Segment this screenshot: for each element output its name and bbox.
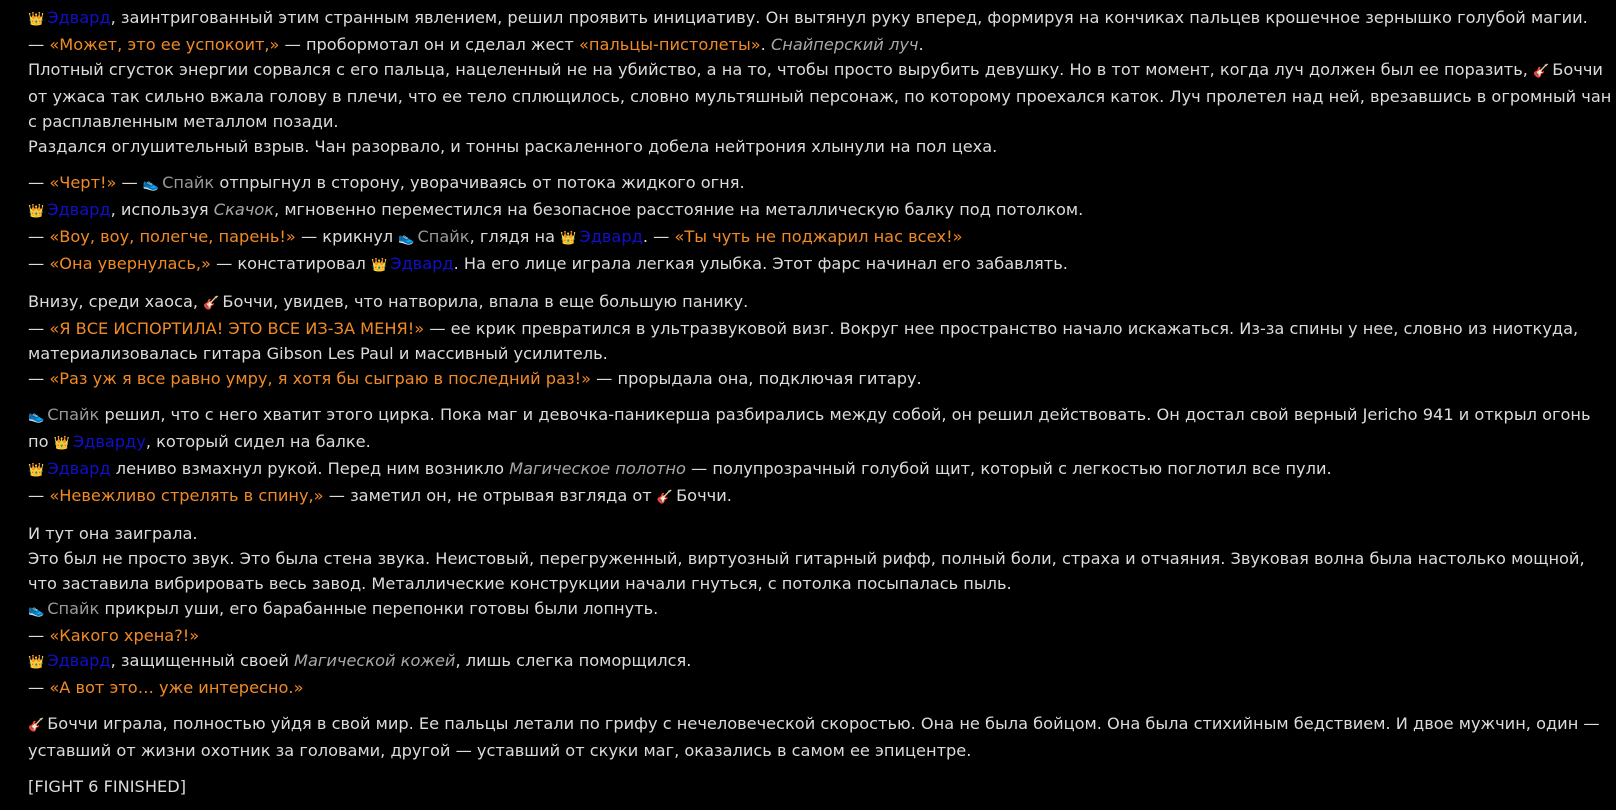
story-line bbox=[28, 675, 1614, 700]
narration-text: . На его лице играла легкая улыбка. Этот фарс начинал его забавлять. bbox=[453, 254, 1068, 273]
narration-text: . — bbox=[642, 227, 675, 246]
narration-text: , глядя на bbox=[469, 227, 561, 246]
narration-text: , лишь слегка поморщился. bbox=[455, 651, 692, 670]
paragraph bbox=[28, 402, 1614, 510]
speech-text: «пальцы-пистолеты» bbox=[578, 35, 761, 54]
speech-text: «Я ВСЕ ИСПОРТИЛА! ЭТО ВСЕ ИЗ-ЗА МЕНЯ!» bbox=[49, 319, 425, 338]
speech-text: «Она увернулась,» bbox=[49, 254, 211, 273]
narration-text: , мгновенно переместился на безопасное расстояние на металлическую балку под потолком. bbox=[274, 200, 1084, 219]
story-line bbox=[28, 366, 1614, 391]
sneaker-icon: 👟 bbox=[142, 177, 160, 192]
story-line bbox=[28, 456, 1614, 483]
story-line bbox=[28, 197, 1614, 224]
dash: — bbox=[28, 486, 50, 505]
story-line bbox=[28, 623, 1614, 648]
character-name-bocchi: Боччи bbox=[222, 292, 274, 311]
story-line: — «Невежливо стрелять в спину,» — заметил он, не отрывая взгляда от 🎸 Боччи. bbox=[28, 486, 732, 505]
narration-text: от ужаса так сильно вжала голову в плечи, что ее тело сплющилось, словно мультяшный персонаж, по которому проехался каток. Луч пролетел над ней, врезавшись в огромный чан с расплавленным металлом позади. bbox=[28, 87, 1612, 131]
skill-name: Снайперский луч bbox=[770, 35, 919, 54]
story-line bbox=[28, 648, 1614, 675]
narration-text: — пробормотал он и сделал жест bbox=[279, 35, 579, 54]
character-name-bocchi: Боччи bbox=[1552, 60, 1603, 79]
speech-text: «Черт!» bbox=[49, 173, 117, 192]
narration-text: Внизу, среди хаоса, bbox=[28, 292, 204, 311]
paragraph bbox=[28, 711, 1614, 763]
crown-icon: 👑 bbox=[371, 258, 388, 273]
story-line bbox=[28, 134, 1614, 159]
narration-text: Раздался оглушительный взрыв. Чан разорвало, и тонны раскаленного добела нейтрония хлынули на пол цеха. bbox=[28, 137, 998, 156]
narration-text: — bbox=[116, 173, 143, 192]
narration-text: — констатировал bbox=[210, 254, 371, 273]
dash: — bbox=[28, 254, 50, 273]
narration-text: , защищенный своей bbox=[110, 651, 294, 670]
paragraph bbox=[28, 170, 1614, 278]
skill-name: Скачок bbox=[213, 200, 275, 219]
narration-text: решил, что с него хватит этого цирка. Пока маг и девочка-паникерша разбирались между собой, он решил действовать. Он достал свой верный Jericho 941 и открыл огонь по bbox=[28, 405, 1591, 451]
paragraph bbox=[28, 289, 1614, 391]
character-name-edward: Эдвард bbox=[579, 227, 643, 246]
crown-icon: 👑 bbox=[28, 463, 45, 478]
story-line bbox=[28, 521, 1614, 546]
fight-status: [FIGHT 6 FINISHED] bbox=[28, 777, 187, 796]
dash: — bbox=[28, 678, 50, 697]
story-line bbox=[28, 711, 1614, 763]
crown-icon: 👑 bbox=[28, 655, 45, 670]
narration-text: — крикнул bbox=[295, 227, 399, 246]
character-name-edward: Эдвард bbox=[47, 651, 111, 670]
narration-text: И тут она заиграла. bbox=[28, 524, 198, 543]
crown-icon: 👑 bbox=[560, 231, 577, 246]
narration-text: — ее крик превратился в ультразвуковой визг. Вокруг нее пространство начало искажаться. Из-за спины у нее, словно из ниоткуда, материализовалась гитара Gibson Les Paul и массивный усилитель. bbox=[28, 319, 1579, 363]
story-line bbox=[28, 316, 1614, 366]
narration-text: — полупрозрачный голубой щит, который с легкостью поглотил все пули. bbox=[685, 459, 1332, 478]
skill-name: Магической кожей bbox=[294, 651, 456, 670]
dash: — bbox=[28, 35, 50, 54]
narration-text: играла, полностью уйдя в свой мир. Ее пальцы летали по грифу с нечеловеческой скоростью. Она не была бойцом. Она была стихийным бедствием. И двое мужчин, один — уставший от жизни охотник за головами, другой — уставший от скуки маг, оказались в самом ее эпицентре. bbox=[28, 714, 1600, 760]
paragraph bbox=[28, 774, 1614, 799]
character-name-spike: Спайк bbox=[417, 227, 470, 246]
character-name-edward: Эдвард bbox=[47, 459, 111, 478]
character-name-edward: Эдвард bbox=[47, 8, 111, 27]
dash: — bbox=[28, 626, 50, 645]
narration-text: отпрыгнул в сторону, уворачиваясь от потока жидкого огня. bbox=[214, 173, 745, 192]
skill-name: Магическое полотно bbox=[509, 459, 686, 478]
dash: — bbox=[28, 319, 50, 338]
crown-icon: 👑 bbox=[28, 12, 45, 27]
speech-text: «Ты чуть не поджарил нас всех!» bbox=[674, 227, 963, 246]
speech-text: «Какого хрена?!» bbox=[49, 626, 200, 645]
speech-text: «Раз уж я все равно умру, я хотя бы сыграю в последний раз!» bbox=[49, 369, 592, 388]
guitar-icon: 🎸 bbox=[656, 490, 674, 505]
narration-text: , который сидел на балке. bbox=[145, 432, 371, 451]
narration-text: , используя bbox=[110, 200, 214, 219]
story-line bbox=[28, 5, 1614, 32]
sneaker-icon: 👟 bbox=[28, 409, 45, 424]
narration-text: Это был не просто звук. Это была стена звука. Неистовый, перегруженный, виртуозный гитарный рифф, полный боли, страха и отчаяния. Звуковая волна была настолько мощной, что заставила вибрировать весь завод. Металлические конструкции начали гнуться, с потолка посыпалась пыль. bbox=[28, 549, 1585, 593]
punctuation: . bbox=[918, 35, 924, 54]
sneaker-icon: 👟 bbox=[28, 603, 45, 618]
story-line bbox=[28, 596, 1614, 623]
paragraph bbox=[28, 521, 1614, 700]
character-name-spike: Спайк bbox=[162, 173, 215, 192]
character-name-bocchi: Боччи bbox=[676, 486, 727, 505]
narration-text: лениво взмахнул рукой. Перед ним возникло bbox=[110, 459, 510, 478]
dash: — bbox=[28, 227, 50, 246]
story-line bbox=[28, 402, 1614, 456]
story-line bbox=[28, 32, 1614, 57]
character-name-bocchi: Боччи bbox=[47, 714, 98, 733]
narration-text: — прорыдала она, подключая гитару. bbox=[591, 369, 922, 388]
narration-text: , заинтригованный этим странным явлением, решил проявить инициативу. Он вытянул руку вперед, формируя на кончиках пальцев крошечное зернышко голубой магии. bbox=[110, 8, 1588, 27]
speech-text: «А вот это… уже интересно.» bbox=[49, 678, 304, 697]
punctuation: . bbox=[760, 35, 771, 54]
speech-text: «Невежливо стрелять в спину,» bbox=[49, 486, 324, 505]
chat-story-text bbox=[28, 5, 1614, 810]
story-line bbox=[28, 251, 1614, 278]
narration-text: прикрыл уши, его барабанные перепонки готовы были лопнуть. bbox=[99, 599, 659, 618]
story-line bbox=[28, 224, 1614, 251]
story-line bbox=[28, 289, 1614, 316]
guitar-icon: 🎸 bbox=[203, 296, 220, 311]
story-line bbox=[28, 546, 1614, 596]
narration-text: , увидев, что натворила, впала в еще большую панику. bbox=[273, 292, 749, 311]
character-name-edward: Эдварду bbox=[72, 432, 146, 451]
character-name-spike: Спайк bbox=[47, 599, 100, 618]
story-line bbox=[28, 170, 1614, 197]
crown-icon: 👑 bbox=[53, 436, 70, 451]
character-name-edward: Эдвард bbox=[47, 200, 111, 219]
speech-text: «Может, это ее успокоит,» bbox=[49, 35, 280, 54]
character-name-spike: Спайк bbox=[47, 405, 100, 424]
paragraph bbox=[28, 5, 1614, 159]
dash: — bbox=[28, 173, 50, 192]
speech-text: «Воу, воу, полегче, парень!» bbox=[49, 227, 296, 246]
guitar-icon: 🎸 bbox=[1533, 64, 1550, 79]
narration-text: Плотный сгусток энергии сорвался с его пальца, нацеленный не на убийство, а на то, чтобы просто вырубить девушку. Но в тот момент, когда луч должен был ее поразить, bbox=[28, 60, 1534, 79]
narration-text: — заметил он, не отрывая взгляда от bbox=[323, 486, 657, 505]
guitar-icon: 🎸 bbox=[28, 718, 45, 733]
crown-icon: 👑 bbox=[28, 204, 45, 219]
sneaker-icon: 👟 bbox=[398, 231, 415, 246]
dash: — bbox=[28, 369, 50, 388]
character-name-edward: Эдвард bbox=[390, 254, 454, 273]
story-line bbox=[28, 57, 1614, 134]
